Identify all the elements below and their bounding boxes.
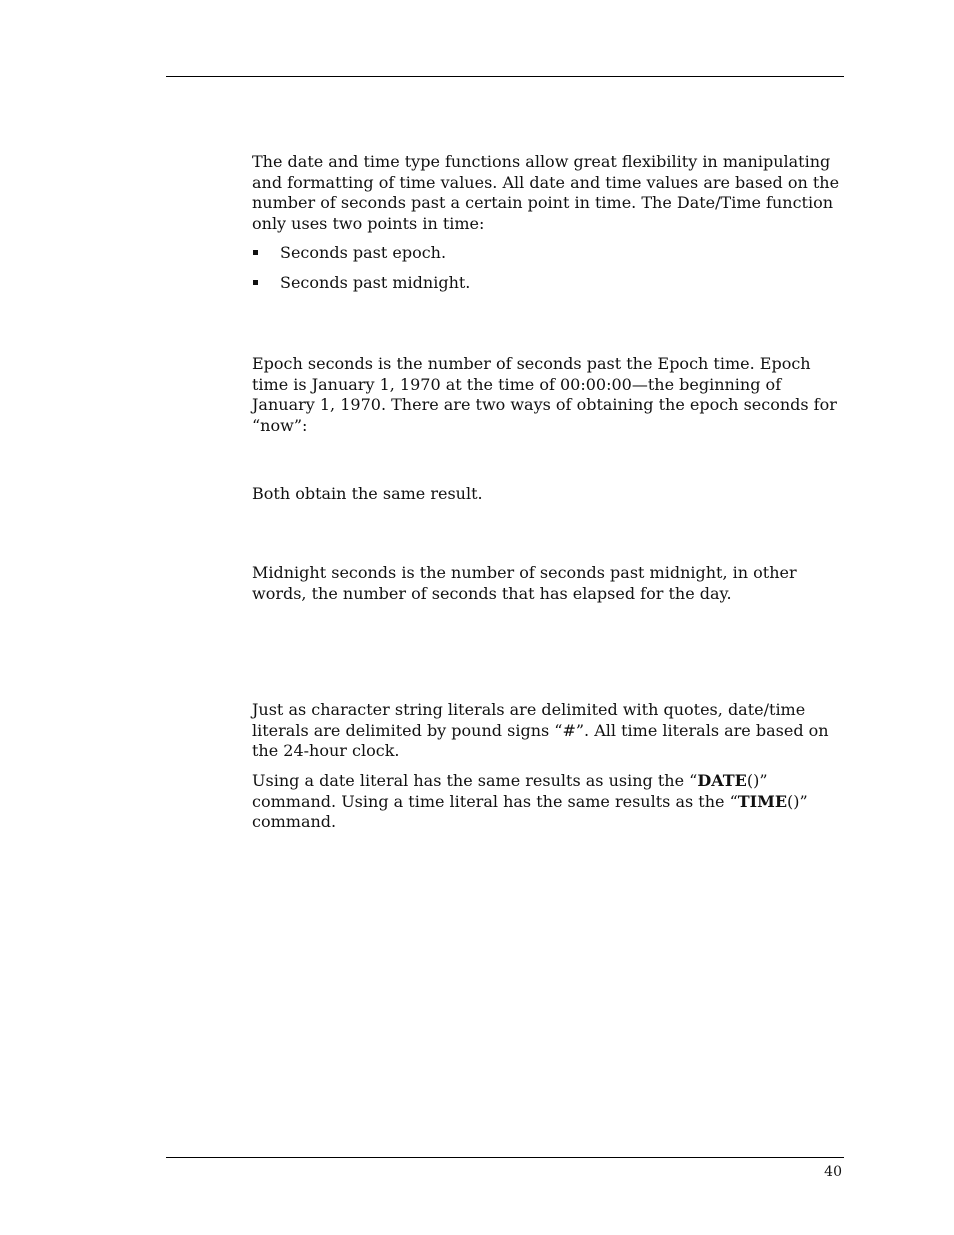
list-item-text: Seconds past epoch.: [280, 243, 447, 262]
square-bullet-icon: [253, 250, 258, 255]
list-item: [252, 273, 842, 294]
time-points-list: [252, 243, 842, 303]
literals-paragraph: Just as character string literals are delimited with quotes, date/time literals are delimited by pound signs “#”. All time literals are based on the 24-hour clock.: [252, 700, 829, 760]
date-command: DATE: [697, 771, 747, 790]
header-rule: [166, 76, 844, 77]
footer-rule: [166, 1157, 844, 1158]
list-item-text: Seconds past midnight.: [280, 273, 471, 292]
literals-text-part2: ()” command. Using a time literal has the same results as the “: [252, 771, 768, 811]
literals-text-part3: ()” command.: [252, 791, 808, 831]
intro-paragraph: The date and time type functions allow great flexibility in manipulating and formatting of time values. All date and time values are based on the number of seconds past a certain point in time. The Date/Time function only uses two points in time:: [252, 152, 840, 233]
literals-commands-paragraph: [252, 771, 842, 833]
square-bullet-icon: [253, 280, 258, 285]
epoch-paragraph: Epoch seconds is the number of seconds past the Epoch time. Epoch time is January 1, 1970 at the time of 00:00:00—the beginning of January 1, 1970. There are two ways of obtaining the epoch seconds for “now”:: [252, 354, 837, 435]
literals-text-part1: Using a date literal has the same results as using the “: [252, 771, 698, 790]
midnight-paragraph: Midnight seconds is the number of seconds past midnight, in other words, the number of seconds that has elapsed for the day.: [252, 563, 797, 603]
list-item: [252, 243, 842, 264]
time-command: TIME: [737, 791, 788, 811]
epoch-result-paragraph: Both obtain the same result.: [252, 484, 483, 503]
page-number: 40: [824, 1164, 842, 1180]
